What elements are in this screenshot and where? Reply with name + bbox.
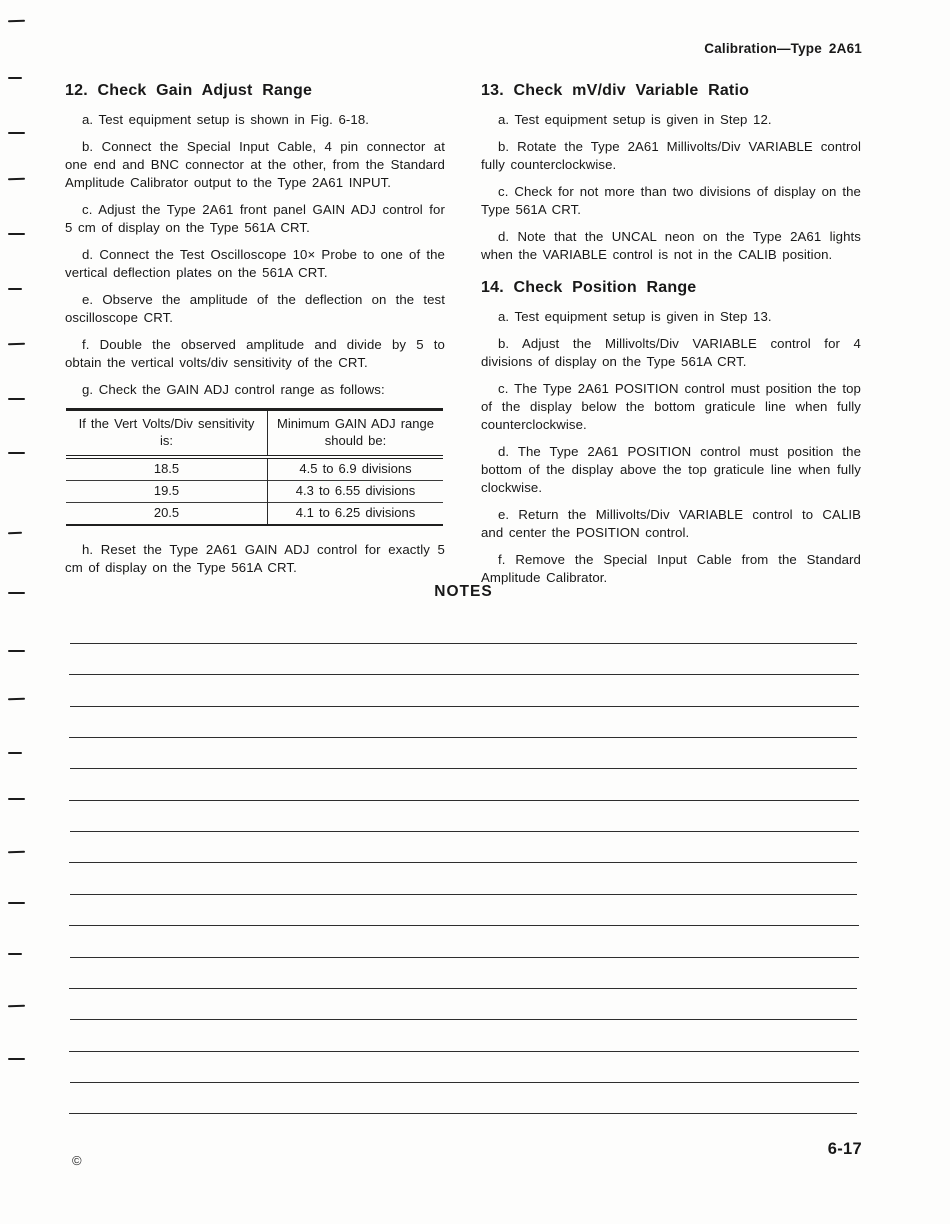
binding-mark xyxy=(8,452,25,454)
paragraph-12f: f. Double the observed amplitude and divide by 5 to obtain the vertical volts/div sensitivity of the CRT. xyxy=(65,337,445,370)
page-header: Calibration—Type 2A61 xyxy=(704,41,862,56)
binding-mark xyxy=(8,752,22,754)
table-row xyxy=(66,457,443,481)
paragraph-14c: c. The Type 2A61 POSITION control must position the top of the display below the bottom graticule line when fully counterclockwise. xyxy=(481,381,861,432)
table-cell: 4.3 to 6.55 divisions xyxy=(268,481,444,503)
binding-mark xyxy=(8,20,25,23)
note-line xyxy=(69,800,859,801)
table-header-sensitivity: If the Vert Volts/Div sensitivity is: xyxy=(66,410,268,458)
binding-mark xyxy=(8,953,22,955)
paragraph-12c: c. Adjust the Type 2A61 front panel GAIN ADJ control for 5 cm of display on the Type 561A CRT. xyxy=(65,202,445,235)
copyright-symbol: © xyxy=(72,1153,82,1168)
binding-mark xyxy=(8,650,25,652)
table-cell: 4.5 to 6.9 divisions xyxy=(299,461,412,476)
binding-mark xyxy=(8,343,25,346)
paragraph-12g: g. Check the GAIN ADJ control range as follows: xyxy=(82,382,385,397)
binding-mark xyxy=(8,132,25,134)
note-line xyxy=(69,925,859,926)
binding-mark xyxy=(8,532,22,534)
paragraph-12h: h. Reset the Type 2A61 GAIN ADJ control for exactly 5 cm of display on the Type 561A CRT. xyxy=(65,542,445,575)
note-line xyxy=(69,1051,859,1052)
table-header-row xyxy=(66,410,443,458)
binding-mark xyxy=(8,851,25,854)
binding-mark xyxy=(8,798,25,800)
note-line xyxy=(69,862,857,863)
note-line xyxy=(69,988,857,989)
binding-mark xyxy=(8,398,25,400)
section-14-title: 14. Check Position Range xyxy=(481,279,697,296)
table-cell: 18.5 xyxy=(66,457,268,481)
binding-mark xyxy=(8,288,22,290)
paragraph-14a: a. Test equipment setup is given in Step 13. xyxy=(498,309,772,324)
gain-adj-range-table xyxy=(66,408,443,526)
paragraph-13b: b. Rotate the Type 2A61 Millivolts/Div VARIABLE control fully counterclockwise. xyxy=(481,139,861,172)
binding-mark xyxy=(8,592,25,594)
notes-heading: NOTES xyxy=(434,583,493,600)
table-cell: 19.5 xyxy=(66,481,268,503)
note-line xyxy=(69,737,857,738)
paragraph-12b: b. Connect the Special Input Cable, 4 pin connector at one end and BNC connector at the other, from the Standard Amplitude Calibrator output to the Type 2A61 INPUT. xyxy=(65,139,445,190)
right-column xyxy=(481,82,861,596)
left-column xyxy=(65,82,445,586)
table-header-range: Minimum GAIN ADJ range should be: xyxy=(268,410,444,458)
binding-mark xyxy=(8,1005,25,1008)
note-line xyxy=(70,894,857,895)
note-line xyxy=(70,768,857,769)
note-line xyxy=(70,706,859,707)
note-line xyxy=(70,1082,859,1083)
section-13-title: 13. Check mV/div Variable Ratio xyxy=(481,82,750,99)
note-line xyxy=(69,674,859,675)
paragraph-14e: e. Return the Millivolts/Div VARIABLE control to CALIB and center the POSITION control. xyxy=(481,507,861,540)
note-line xyxy=(70,643,857,644)
note-line xyxy=(70,831,859,832)
paragraph-13d: d. Note that the UNCAL neon on the Type 2A61 lights when the VARIABLE control is not in the CALIB position. xyxy=(481,229,861,262)
paragraph-12e: e. Observe the amplitude of the deflection on the test oscilloscope CRT. xyxy=(65,292,445,325)
binding-mark xyxy=(8,178,25,181)
table-cell: 4.1 to 6.25 divisions xyxy=(268,503,444,526)
table-row xyxy=(66,503,443,526)
table-row xyxy=(66,481,443,503)
paragraph-14f: f. Remove the Special Input Cable from the Standard Amplitude Calibrator. xyxy=(481,552,861,585)
binding-mark xyxy=(8,902,25,904)
binding-mark xyxy=(8,1058,25,1060)
paragraph-14d: d. The Type 2A61 POSITION control must position the bottom of the display above the top graticule line when fully clockwise. xyxy=(481,444,861,495)
paragraph-13a: a. Test equipment setup is given in Step 12. xyxy=(498,112,772,127)
paragraph-12d: d. Connect the Test Oscilloscope 10× Probe to one of the vertical deflection plates on the 561A CRT. xyxy=(65,247,445,280)
binding-mark xyxy=(8,233,25,235)
binding-mark xyxy=(8,698,25,701)
binding-mark xyxy=(8,77,22,79)
note-line xyxy=(70,957,859,958)
paragraph-13c: c. Check for not more than two divisions of display on the Type 561A CRT. xyxy=(481,184,861,217)
section-12-title: 12. Check Gain Adjust Range xyxy=(65,82,313,99)
paragraph-12a: a. Test equipment setup is shown in Fig. 6-18. xyxy=(82,112,370,127)
table-cell: 20.5 xyxy=(66,503,268,526)
page-number: 6-17 xyxy=(827,1140,862,1158)
note-line xyxy=(70,1019,857,1020)
paragraph-14b: b. Adjust the Millivolts/Div VARIABLE control for 4 divisions of display on the Type 561A CRT. xyxy=(481,336,861,369)
note-line xyxy=(69,1113,857,1114)
